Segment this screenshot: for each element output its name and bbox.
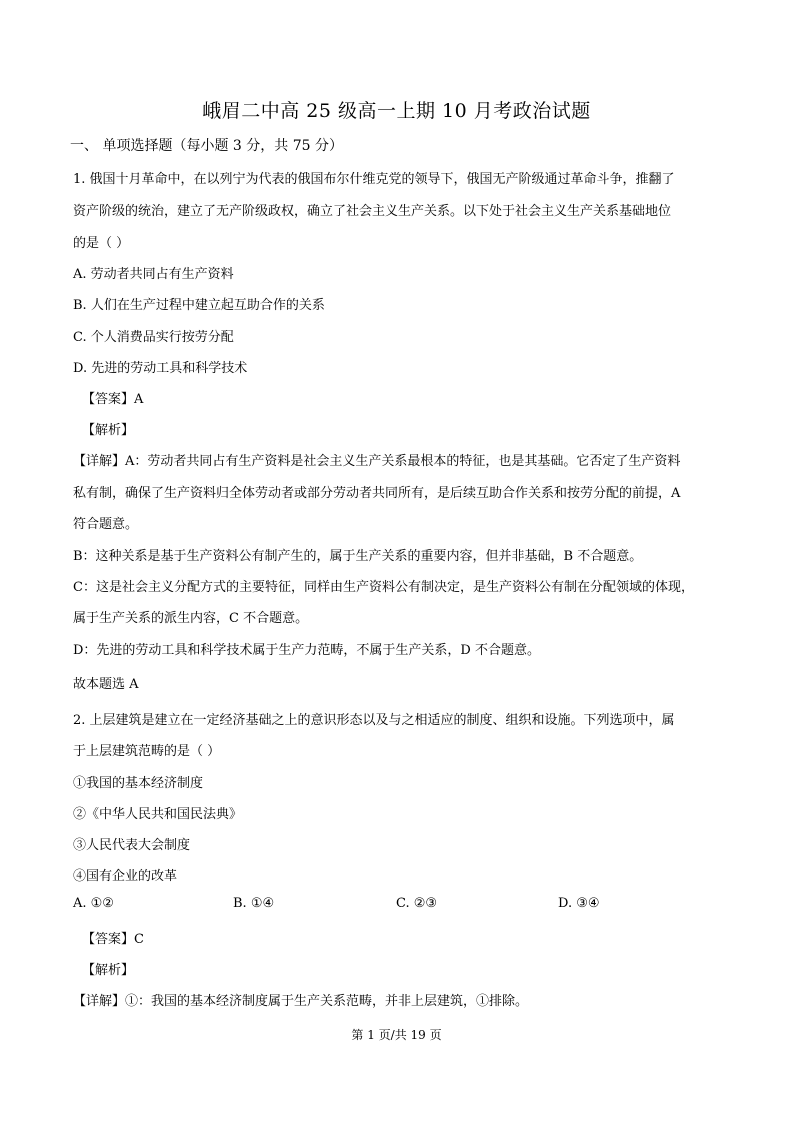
q2-item: ②《中华人民共和国民法典》 xyxy=(73,807,243,822)
q1-option-b: B. 人们在生产过程中建立起互助合作的关系 xyxy=(73,298,325,313)
q1-stem-line: 1. 俄国十月革命中，在以列宁为代表的俄国布尔什维克党的领导下，俄国无产阶级通过革命斗争，推翻了 xyxy=(73,172,675,187)
q1-detail-line: B：这种关系是基于生产资料公有制产生的，属于生产关系的重要内容，但并非基础，B 不合题意。 xyxy=(73,549,643,564)
q1-analysis-label: 【解析】 xyxy=(82,423,135,438)
q1-conclusion: 故本题选 A xyxy=(73,677,139,692)
q2-choice-b: B. ①④ xyxy=(233,896,275,911)
section-heading: 一、 单项选择题（每小题 3 分，共 75 分） xyxy=(70,138,343,154)
q1-stem-line: 的是（ ） xyxy=(73,236,130,251)
q1-detail-line: 【详解】A：劳动者共同占有生产资料是社会主义生产关系最根本的特征，也是其基础。它否定了生产资料 xyxy=(73,454,681,469)
q1-detail-line: 符合题意。 xyxy=(73,517,139,532)
q2-analysis-label: 【解析】 xyxy=(82,963,135,978)
q2-stem-line: 于上层建筑范畴的是（ ） xyxy=(73,744,221,759)
q1-stem-line: 资产阶级的统治，建立了无产阶级政权，确立了社会主义生产关系。以下处于社会主义生产关系基础地位 xyxy=(73,204,672,219)
q1-answer: 【答案】A xyxy=(82,392,144,407)
q1-detail-line: C：这是社会主义分配方式的主要特征，同样由生产资料公有制决定，是生产资料公有制在分配领域的体现， xyxy=(73,580,694,595)
q2-choice-c: C. ②③ xyxy=(396,896,438,911)
q2-choice-d: D. ③④ xyxy=(558,896,600,911)
q2-choice-a: A. ①② xyxy=(73,896,114,911)
q1-option-d: D. 先进的劳动工具和科学技术 xyxy=(73,361,248,376)
q2-item: ④国有企业的改革 xyxy=(73,869,178,884)
q2-stem-line: 2. 上层建筑是建立在一定经济基础之上的意识形态以及与之相适应的制度、组织和设施。下列选项中，属 xyxy=(73,713,675,728)
q2-item: ③人民代表大会制度 xyxy=(73,838,191,853)
page-number: 第 1 页/共 19 页 xyxy=(351,1028,442,1042)
exam-title: 峨眉二中高 25 级高一上期 10 月考政治试题 xyxy=(202,100,591,122)
q1-detail-line: 私有制，确保了生产资料归全体劳动者或部分劳动者共同所有，是后续互助合作关系和按劳分配的前提，A xyxy=(73,486,681,501)
q1-detail-line: D：先进的劳动工具和科学技术属于生产力范畴，不属于生产关系，D 不合题意。 xyxy=(73,643,540,658)
q1-option-a: A. 劳动者共同占有生产资料 xyxy=(73,267,234,282)
q2-item: ①我国的基本经济制度 xyxy=(73,776,204,791)
q1-option-c: C. 个人消费品实行按劳分配 xyxy=(73,330,234,345)
q2-detail-line: 【详解】①：我国的基本经济制度属于生产关系范畴，并非上层建筑，①排除。 xyxy=(73,994,529,1009)
q1-detail-line: 属于生产关系的派生内容，C 不合题意。 xyxy=(73,611,309,626)
q2-answer: 【答案】C xyxy=(82,932,144,947)
